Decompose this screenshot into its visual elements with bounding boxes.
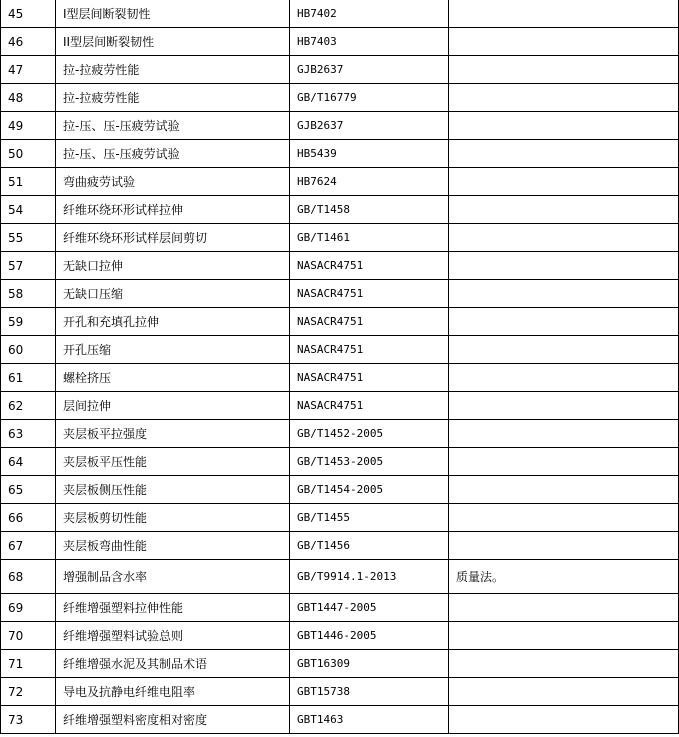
- standard-code: NASACR4751: [290, 308, 449, 336]
- remark-cell: [449, 28, 679, 56]
- remark-cell: [449, 336, 679, 364]
- test-item-name: II型层间断裂韧性: [56, 28, 290, 56]
- remark-cell: [449, 168, 679, 196]
- row-number: 73: [1, 706, 56, 734]
- table-row: [1, 560, 679, 594]
- standard-code: GBT15738: [290, 678, 449, 706]
- row-number: 62: [1, 392, 56, 420]
- table-row: [1, 196, 679, 224]
- table-row: [1, 678, 679, 706]
- table-row: [1, 168, 679, 196]
- test-item-name: 增强制品含水率: [56, 560, 290, 594]
- table-row: [1, 476, 679, 504]
- row-number: 71: [1, 650, 56, 678]
- remark-cell: [449, 476, 679, 504]
- remark-cell: [449, 594, 679, 622]
- row-number: 48: [1, 84, 56, 112]
- test-item-name: 夹层板平压性能: [56, 448, 290, 476]
- row-number: 72: [1, 678, 56, 706]
- remark-cell: [449, 622, 679, 650]
- standard-code: HB7624: [290, 168, 449, 196]
- test-item-name: 纤维环绕环形试样层间剪切: [56, 224, 290, 252]
- row-number: 67: [1, 532, 56, 560]
- table-row: [1, 280, 679, 308]
- row-number: 45: [1, 0, 56, 28]
- test-item-name: 夹层板弯曲性能: [56, 532, 290, 560]
- standard-code: NASACR4751: [290, 336, 449, 364]
- standard-code: NASACR4751: [290, 364, 449, 392]
- remark-cell: [449, 308, 679, 336]
- table-row: [1, 420, 679, 448]
- standard-code: GJB2637: [290, 112, 449, 140]
- standard-code: NASACR4751: [290, 392, 449, 420]
- table-row: [1, 0, 679, 28]
- test-item-name: 开孔压缩: [56, 336, 290, 364]
- test-item-name: 无缺口压缩: [56, 280, 290, 308]
- table-row: [1, 56, 679, 84]
- standard-code: NASACR4751: [290, 280, 449, 308]
- test-item-name: 层间拉伸: [56, 392, 290, 420]
- remark-cell: [449, 196, 679, 224]
- standard-code: GBT1446-2005: [290, 622, 449, 650]
- remark-cell: [449, 56, 679, 84]
- standard-code: HB5439: [290, 140, 449, 168]
- standard-code: GB/T1458: [290, 196, 449, 224]
- test-item-name: 螺栓挤压: [56, 364, 290, 392]
- table-row: [1, 364, 679, 392]
- standard-code: GBT1447-2005: [290, 594, 449, 622]
- table-row: [1, 622, 679, 650]
- standard-code: GB/T1456: [290, 532, 449, 560]
- row-number: 54: [1, 196, 56, 224]
- test-item-name: 拉-压、压-压疲劳试验: [56, 112, 290, 140]
- standards-table-body: [1, 0, 679, 734]
- remark-cell: [449, 364, 679, 392]
- row-number: 69: [1, 594, 56, 622]
- standard-code: NASACR4751: [290, 252, 449, 280]
- row-number: 59: [1, 308, 56, 336]
- standard-code: GB/T1455: [290, 504, 449, 532]
- row-number: 66: [1, 504, 56, 532]
- row-number: 50: [1, 140, 56, 168]
- test-item-name: 纤维环绕环形试样拉伸: [56, 196, 290, 224]
- row-number: 68: [1, 560, 56, 594]
- standard-code: GB/T9914.1-2013: [290, 560, 449, 594]
- remark-cell: 质量法。: [449, 560, 679, 594]
- table-row: [1, 448, 679, 476]
- test-item-name: 无缺口拉伸: [56, 252, 290, 280]
- table-row: [1, 140, 679, 168]
- row-number: 49: [1, 112, 56, 140]
- test-item-name: 开孔和充填孔拉伸: [56, 308, 290, 336]
- remark-cell: [449, 448, 679, 476]
- table-row: [1, 224, 679, 252]
- remark-cell: [449, 224, 679, 252]
- test-item-name: 纤维增强水泥及其制品术语: [56, 650, 290, 678]
- remark-cell: [449, 532, 679, 560]
- test-item-name: 纤维增强塑料密度相对密度: [56, 706, 290, 734]
- remark-cell: [449, 112, 679, 140]
- test-item-name: 纤维增强塑料试验总则: [56, 622, 290, 650]
- test-item-name: 夹层板平拉强度: [56, 420, 290, 448]
- test-item-name: 拉-压、压-压疲劳试验: [56, 140, 290, 168]
- test-item-name: 夹层板剪切性能: [56, 504, 290, 532]
- table-row: [1, 84, 679, 112]
- row-number: 47: [1, 56, 56, 84]
- row-number: 60: [1, 336, 56, 364]
- standard-code: GB/T1453-2005: [290, 448, 449, 476]
- remark-cell: [449, 280, 679, 308]
- row-number: 55: [1, 224, 56, 252]
- table-row: [1, 392, 679, 420]
- table-row: [1, 706, 679, 734]
- remark-cell: [449, 706, 679, 734]
- remark-cell: [449, 252, 679, 280]
- standard-code: GB/T1454-2005: [290, 476, 449, 504]
- test-item-name: I型层间断裂韧性: [56, 0, 290, 28]
- test-item-name: 拉-拉疲劳性能: [56, 56, 290, 84]
- row-number: 63: [1, 420, 56, 448]
- standard-code: GB/T1452-2005: [290, 420, 449, 448]
- remark-cell: [449, 0, 679, 28]
- remark-cell: [449, 84, 679, 112]
- table-row: [1, 650, 679, 678]
- table-row: [1, 594, 679, 622]
- table-row: [1, 28, 679, 56]
- remark-cell: [449, 650, 679, 678]
- row-number: 57: [1, 252, 56, 280]
- table-row: [1, 252, 679, 280]
- table-row: [1, 336, 679, 364]
- remark-cell: [449, 392, 679, 420]
- row-number: 58: [1, 280, 56, 308]
- test-item-name: 纤维增强塑料拉伸性能: [56, 594, 290, 622]
- table-row: [1, 112, 679, 140]
- remark-cell: [449, 678, 679, 706]
- table-row: [1, 504, 679, 532]
- standard-code: HB7403: [290, 28, 449, 56]
- standard-code: HB7402: [290, 0, 449, 28]
- table-row: [1, 532, 679, 560]
- test-item-name: 拉-拉疲劳性能: [56, 84, 290, 112]
- standard-code: GBT16309: [290, 650, 449, 678]
- remark-cell: [449, 140, 679, 168]
- standard-code: GB/T1461: [290, 224, 449, 252]
- row-number: 65: [1, 476, 56, 504]
- row-number: 61: [1, 364, 56, 392]
- row-number: 64: [1, 448, 56, 476]
- standard-code: GJB2637: [290, 56, 449, 84]
- standard-code: GB/T16779: [290, 84, 449, 112]
- test-item-name: 导电及抗静电纤维电阻率: [56, 678, 290, 706]
- table-row: [1, 308, 679, 336]
- row-number: 46: [1, 28, 56, 56]
- test-item-name: 弯曲疲劳试验: [56, 168, 290, 196]
- standard-code: GBT1463: [290, 706, 449, 734]
- test-item-name: 夹层板侧压性能: [56, 476, 290, 504]
- row-number: 70: [1, 622, 56, 650]
- row-number: 51: [1, 168, 56, 196]
- remark-cell: [449, 504, 679, 532]
- remark-cell: [449, 420, 679, 448]
